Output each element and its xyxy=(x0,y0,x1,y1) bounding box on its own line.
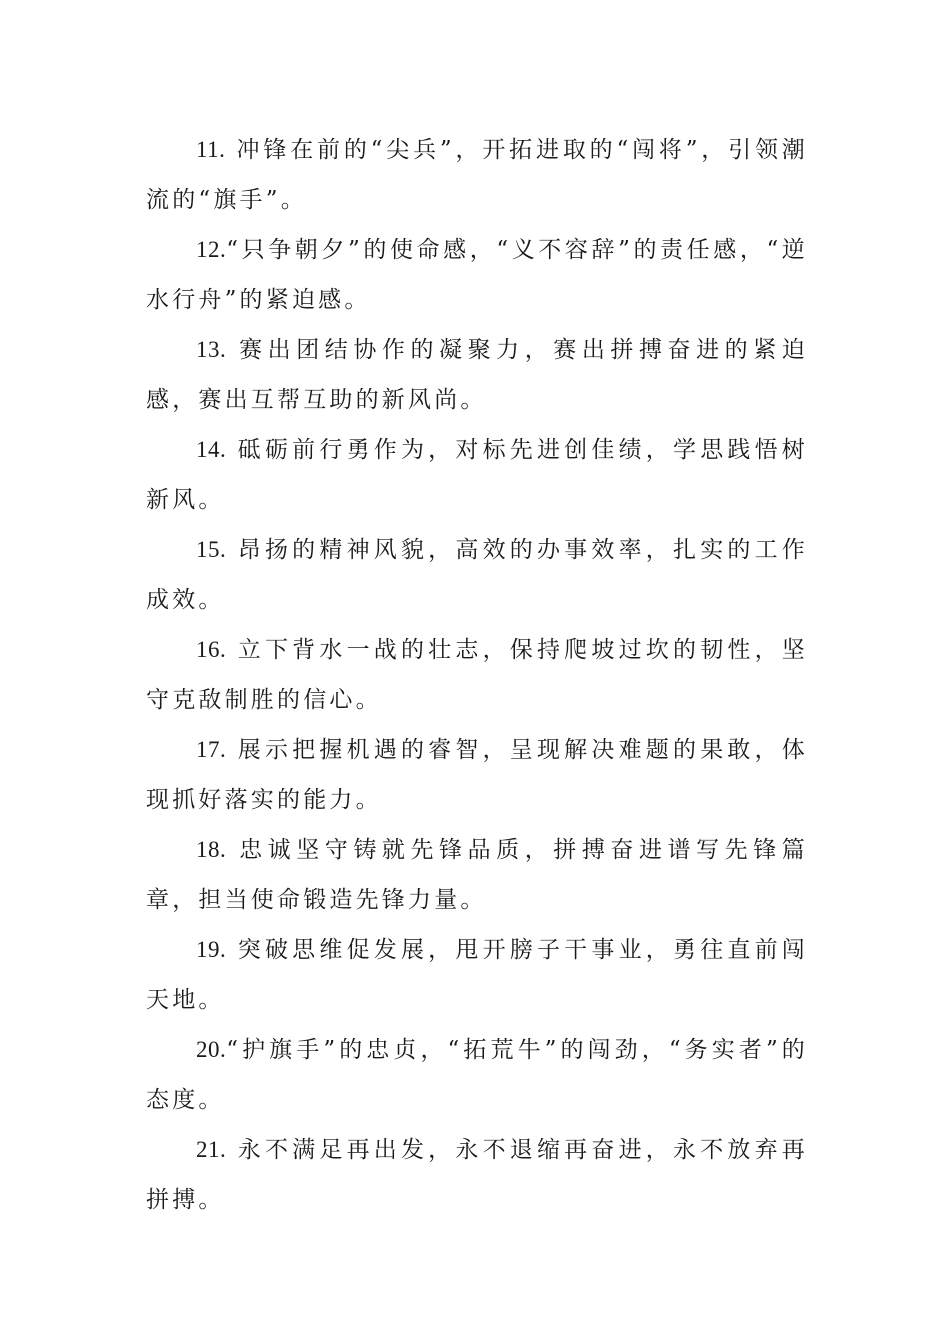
item-number: 12. xyxy=(196,237,227,262)
list-item xyxy=(146,925,808,1025)
item-number: 19. xyxy=(196,937,227,962)
item-number: 14. xyxy=(196,437,227,462)
item-text: “护旗手”的忠贞，“拓荒牛”的闯劲，“务实者”的态度。 xyxy=(146,1037,808,1113)
item-text: 昂扬的精神风貌，高效的办事效率，扎实的工作成效。 xyxy=(146,537,808,613)
item-number: 21. xyxy=(196,1137,227,1162)
list-item xyxy=(146,325,808,425)
item-text: “只争朝夕”的使命感，“义不容辞”的责任感，“逆水行舟”的紧迫感。 xyxy=(146,237,808,313)
slogan-list xyxy=(146,125,808,1225)
list-item xyxy=(146,1025,808,1125)
list-item xyxy=(146,725,808,825)
item-number: 20. xyxy=(196,1037,227,1062)
item-number: 11. xyxy=(196,137,226,162)
list-item xyxy=(146,425,808,525)
item-text: 永不满足再出发，永不退缩再奋进，永不放弃再拼搏。 xyxy=(146,1137,808,1213)
list-item xyxy=(146,825,808,925)
item-number: 17. xyxy=(196,737,227,762)
list-item xyxy=(146,1125,808,1225)
item-number: 18. xyxy=(196,837,227,862)
list-item xyxy=(146,125,808,225)
list-item xyxy=(146,525,808,625)
item-number: 13. xyxy=(196,337,227,362)
item-text: 忠诚坚守铸就先锋品质，拼搏奋进谱写先锋篇章，担当使命锻造先锋力量。 xyxy=(146,837,808,913)
item-text: 冲锋在前的“尖兵”，开拓进取的“闯将”，引领潮流的“旗手”。 xyxy=(146,137,808,213)
item-number: 15. xyxy=(196,537,227,562)
item-text: 砥砺前行勇作为，对标先进创佳绩，学思践悟树新风。 xyxy=(146,437,808,513)
list-item xyxy=(146,225,808,325)
item-text: 赛出团结协作的凝聚力，赛出拼搏奋进的紧迫感，赛出互帮互助的新风尚。 xyxy=(146,337,808,413)
item-text: 突破思维促发展，甩开膀子干事业，勇往直前闯天地。 xyxy=(146,937,808,1013)
item-text: 立下背水一战的壮志，保持爬坡过坎的韧性，坚守克敌制胜的信心。 xyxy=(146,637,808,713)
list-item xyxy=(146,625,808,725)
item-number: 16. xyxy=(196,637,227,662)
item-text: 展示把握机遇的睿智，呈现解决难题的果敢，体现抓好落实的能力。 xyxy=(146,737,808,813)
